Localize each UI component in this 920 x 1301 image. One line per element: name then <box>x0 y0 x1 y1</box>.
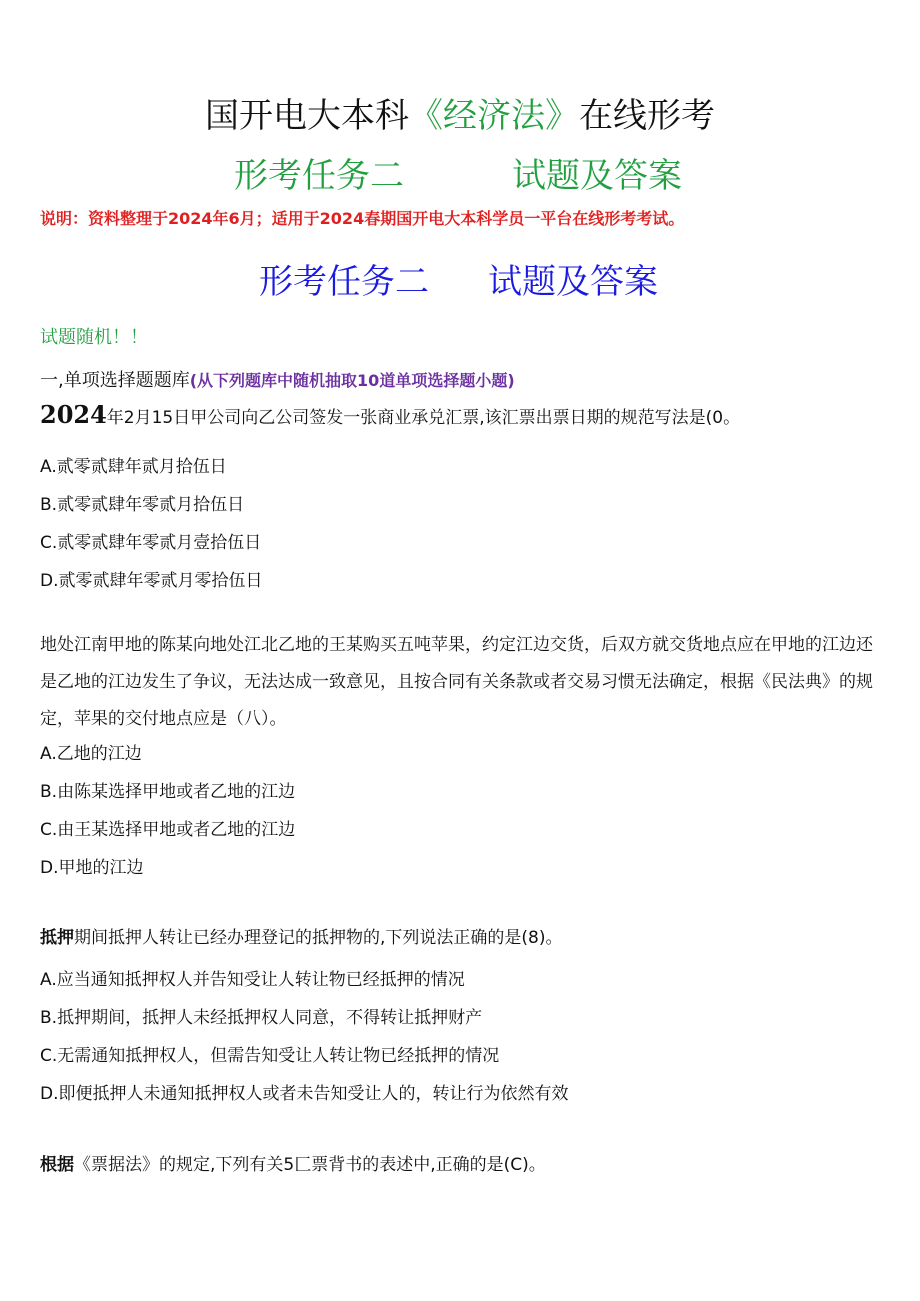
section-label: 一,单项选择题题库 <box>40 370 190 391</box>
question-4 <box>40 1150 546 1175</box>
question-2-option-c: C.由王某选择甲地或者乙地的江边 <box>40 820 296 840</box>
section-hint: (从下列题库中随机抽取10道单项选择题小题) <box>189 371 515 390</box>
subtitle2-answers: 试题及答案 <box>488 262 658 302</box>
question-2-text: 地处江南甲地的陈某向地处江北乙地的王某购买五吨苹果，约定江边交货，后双方就交货地点应在甲地的江边还是乙地的江边发生了争议，无法达成一致意见，且按合同有关条款或者交易习惯无法确定，根据《民法典》的规定，苹果的交付地点应是（八）。 <box>40 635 873 729</box>
question-4-text: 《票据法》的规定,下列有关5匚票背书的表述中,正确的是(C)。 <box>74 1155 546 1175</box>
question-1-option-b: B.贰零贰肆年零贰月拾伍日 <box>40 495 245 515</box>
course-name: 《经济法》 <box>409 96 579 136</box>
question-3-text: 期间抵押人转让已经办理登记的抵押物的,下列说法正确的是(8)。 <box>74 928 563 948</box>
question-3-option-c: C.无需通知抵押权人，但需告知受让人转让物已经抵押的情况 <box>40 1046 500 1066</box>
question-1-option-d: D.贰零贰肆年零贰月零拾伍日 <box>40 571 263 591</box>
question-1 <box>40 400 740 429</box>
question-1-year: 2024 <box>40 400 107 429</box>
question-4-lead: 根据 <box>40 1155 74 1175</box>
question-1-option-a: A.贰零贰肆年贰月拾伍日 <box>40 457 227 477</box>
question-3 <box>40 923 562 948</box>
subtitle-task: 形考任务二 <box>234 156 404 196</box>
question-2-option-d: D.甲地的江边 <box>40 858 144 878</box>
question-1-text: 年2月15日甲公司向乙公司签发一张商业承兑汇票,该汇票出票日期的规范写法是(0。 <box>106 408 741 428</box>
random-label: 试题随机！！ <box>40 327 148 348</box>
subtitle2-task: 形考任务二 <box>259 262 429 302</box>
question-2-option-a: A.乙地的江边 <box>40 744 142 764</box>
question-3-option-a: A.应当通知抵押权人并告知受让人转让物已经抵押的情况 <box>40 970 465 990</box>
document-title: 国开电大本科《经济法》在线形考 <box>205 96 715 136</box>
question-3-option-d: D.即便抵押人未通知抵押权人或者未告知受让人的，转让行为依然有效 <box>40 1084 569 1104</box>
question-3-lead: 抵押 <box>40 928 74 948</box>
subtitle-answers: 试题及答案 <box>512 156 682 196</box>
section-heading <box>40 366 515 392</box>
note-text: 说明：资料整理于2024年6月；适用于2024春期国开电大本科学员一平台在线形考考试。 <box>40 209 685 228</box>
question-3-option-b: B.抵押期间，抵押人未经抵押权人同意，不得转让抵押财产 <box>40 1008 483 1028</box>
question-2-option-b: B.由陈某选择甲地或者乙地的江边 <box>40 782 296 802</box>
question-1-option-c: C.贰零贰肆年零贰月壹拾伍日 <box>40 533 262 553</box>
